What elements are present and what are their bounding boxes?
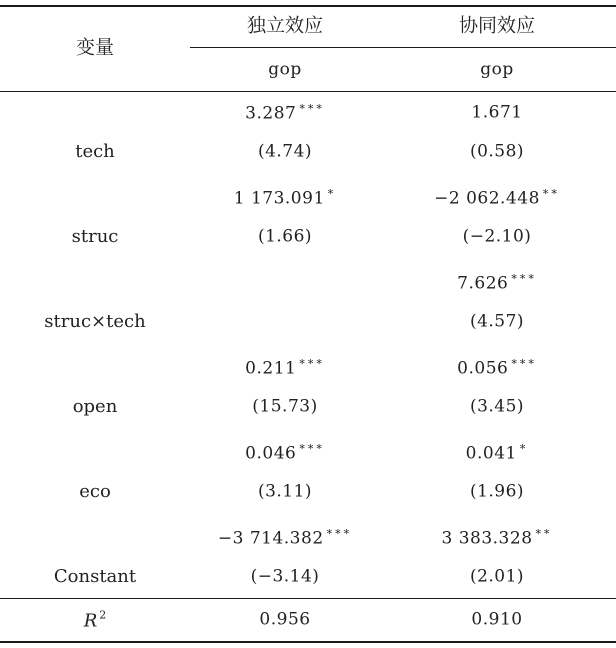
- standard-error-cell: (15.73): [252, 396, 318, 417]
- header-bottom-rule: [0, 91, 616, 92]
- significance-stars: ***: [299, 357, 325, 371]
- standard-error-cell: (−2.10): [462, 226, 532, 247]
- coefficient-cell: [434, 189, 560, 208]
- standard-error-cell: (3.11): [257, 481, 313, 502]
- significance-stars: ***: [299, 102, 325, 116]
- col2-subheader: gop: [480, 59, 514, 80]
- coefficient-value: 1 173.091: [233, 188, 325, 209]
- row-label: open: [72, 396, 118, 417]
- row-label: struc×tech: [44, 311, 146, 332]
- significance-stars: ***: [511, 357, 537, 371]
- variable-header: 变量: [75, 36, 115, 59]
- r-squared-col2: 0.910: [471, 609, 523, 630]
- significance-stars: ***: [299, 442, 325, 456]
- coefficient-cell: [457, 359, 537, 378]
- standard-error-cell: (3.45): [469, 396, 525, 417]
- coefficient-cell: [245, 444, 325, 463]
- coefficient-value: 0.046: [245, 443, 297, 464]
- coefficient-value: −2 062.448: [434, 188, 540, 209]
- col1-title: 独立效应: [246, 14, 324, 37]
- col1-subheader: gop: [268, 59, 302, 80]
- coefficient-cell: [441, 529, 552, 548]
- body-bottom-rule: [0, 598, 616, 599]
- standard-error-cell: (4.57): [469, 311, 525, 332]
- standard-error-cell: (1.66): [257, 226, 313, 247]
- coefficient-cell: [218, 529, 352, 548]
- coefficient-value: 0.056: [457, 358, 509, 379]
- row-label: Constant: [53, 566, 137, 587]
- coefficient-value: 7.626: [457, 273, 509, 294]
- coefficient-value: 3.287: [245, 103, 297, 124]
- standard-error-cell: (−3.14): [250, 566, 320, 587]
- standard-error-cell: (4.74): [257, 141, 313, 162]
- coefficient-value: 0.211: [245, 358, 297, 379]
- coefficient-value: 1.671: [471, 102, 523, 123]
- standard-error-cell: (2.01): [469, 566, 525, 587]
- coefficient-cell: [245, 359, 325, 378]
- significance-stars: **: [542, 187, 560, 201]
- coefficient-value: −3 714.382: [217, 528, 324, 549]
- significance-stars: *: [519, 442, 529, 456]
- r-squared-label: R $^2$: [83, 608, 107, 632]
- r-squared-col1: 0.956: [259, 609, 311, 630]
- significance-stars: **: [535, 527, 553, 541]
- header-sub-rule: [190, 47, 616, 48]
- row-label: struc: [71, 226, 119, 247]
- col2-title: 协同效应: [458, 14, 536, 37]
- coefficient-value: 3 383.328: [441, 528, 533, 549]
- coefficient-cell: [466, 444, 529, 463]
- significance-stars: ***: [326, 527, 353, 541]
- coefficient-cell: [457, 274, 537, 293]
- standard-error-cell: (1.96): [469, 481, 525, 502]
- coefficient-cell: [234, 189, 337, 208]
- significance-stars: *: [327, 187, 337, 201]
- coefficient-cell: [471, 102, 523, 123]
- top-rule: [0, 5, 616, 7]
- coefficient-cell: [245, 104, 325, 123]
- significance-stars: ***: [511, 272, 537, 286]
- coefficient-value: 0.041: [465, 443, 517, 464]
- row-label: tech: [75, 141, 115, 162]
- row-label: eco: [79, 481, 111, 502]
- bottom-rule: [0, 641, 616, 643]
- standard-error-cell: (0.58): [469, 141, 525, 162]
